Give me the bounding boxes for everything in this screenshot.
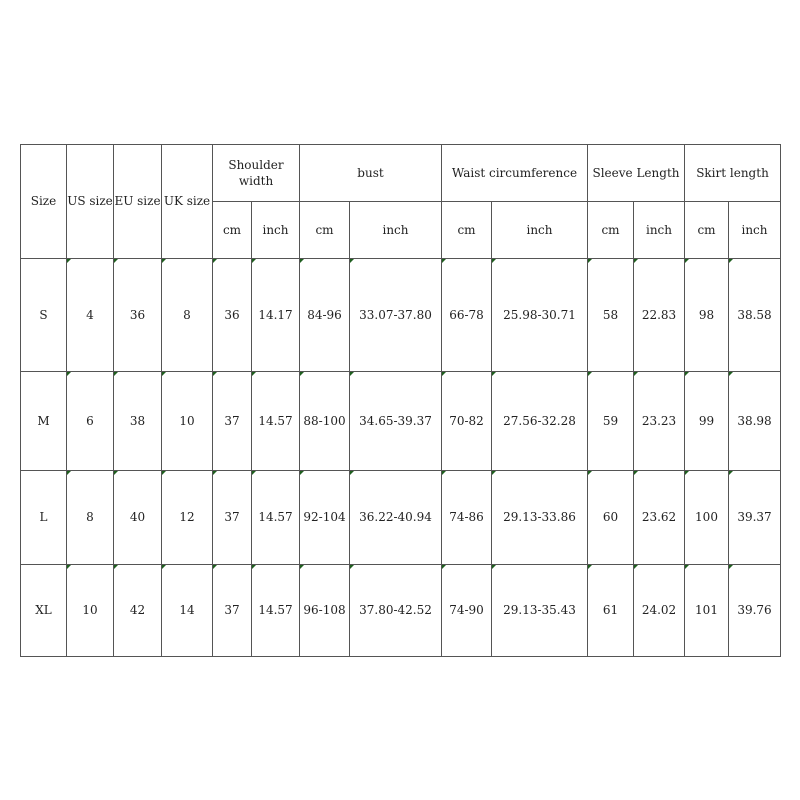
cell-waist-cm: 70-82: [442, 372, 492, 471]
cell-shoulder-cm: 37: [213, 471, 252, 565]
header-uk-size: UK size: [162, 145, 213, 259]
unit-skirt-inch: inch: [729, 202, 781, 259]
cell-waist-cm: 66-78: [442, 259, 492, 372]
cell-us: 8: [67, 471, 114, 565]
table-row: [21, 565, 781, 657]
cell-uk: 14: [162, 565, 213, 657]
cell-waist-inch: 29.13-33.86: [492, 471, 588, 565]
cell-uk: 10: [162, 372, 213, 471]
cell-us: 6: [67, 372, 114, 471]
header-sleeve-length: Sleeve Length: [588, 145, 685, 202]
cell-uk: 8: [162, 259, 213, 372]
cell-eu: 36: [114, 259, 162, 372]
unit-sleeve-inch: inch: [634, 202, 685, 259]
cell-sleeve-cm: 59: [588, 372, 634, 471]
cell-shoulder-cm: 37: [213, 565, 252, 657]
header-shoulder-width: Shoulder width: [213, 145, 300, 202]
cell-eu: 42: [114, 565, 162, 657]
header-skirt-length: Skirt length: [685, 145, 781, 202]
cell-us: 4: [67, 259, 114, 372]
table-row: [21, 372, 781, 471]
cell-skirt-cm: 99: [685, 372, 729, 471]
cell-shoulder-inch: 14.17: [252, 259, 300, 372]
cell-skirt-cm: 98: [685, 259, 729, 372]
cell-size: M: [21, 372, 67, 471]
cell-eu: 40: [114, 471, 162, 565]
cell-bust-cm: 92-104: [300, 471, 350, 565]
unit-shoulder-cm: cm: [213, 202, 252, 259]
cell-uk: 12: [162, 471, 213, 565]
cell-shoulder-cm: 37: [213, 372, 252, 471]
cell-shoulder-cm: 36: [213, 259, 252, 372]
unit-bust-inch: inch: [350, 202, 442, 259]
cell-skirt-inch: 38.58: [729, 259, 781, 372]
unit-shoulder-inch: inch: [252, 202, 300, 259]
cell-skirt-inch: 39.37: [729, 471, 781, 565]
cell-bust-inch: 36.22-40.94: [350, 471, 442, 565]
unit-sleeve-cm: cm: [588, 202, 634, 259]
unit-bust-cm: cm: [300, 202, 350, 259]
cell-waist-inch: 27.56-32.28: [492, 372, 588, 471]
cell-waist-inch: 25.98-30.71: [492, 259, 588, 372]
cell-sleeve-inch: 23.23: [634, 372, 685, 471]
unit-skirt-cm: cm: [685, 202, 729, 259]
cell-size: S: [21, 259, 67, 372]
cell-sleeve-cm: 58: [588, 259, 634, 372]
cell-bust-inch: 34.65-39.37: [350, 372, 442, 471]
cell-shoulder-inch: 14.57: [252, 372, 300, 471]
cell-bust-cm: 96-108: [300, 565, 350, 657]
size-chart-table: [20, 144, 781, 657]
cell-sleeve-cm: 61: [588, 565, 634, 657]
cell-bust-cm: 84-96: [300, 259, 350, 372]
cell-waist-cm: 74-86: [442, 471, 492, 565]
cell-shoulder-inch: 14.57: [252, 565, 300, 657]
cell-size: XL: [21, 565, 67, 657]
cell-eu: 38: [114, 372, 162, 471]
cell-bust-cm: 88-100: [300, 372, 350, 471]
cell-bust-inch: 37.80-42.52: [350, 565, 442, 657]
unit-waist-cm: cm: [442, 202, 492, 259]
header-bust: bust: [300, 145, 442, 202]
cell-sleeve-inch: 24.02: [634, 565, 685, 657]
unit-waist-inch: inch: [492, 202, 588, 259]
cell-sleeve-inch: 23.62: [634, 471, 685, 565]
cell-skirt-cm: 101: [685, 565, 729, 657]
table-row: [21, 259, 781, 372]
cell-bust-inch: 33.07-37.80: [350, 259, 442, 372]
header-eu-size: EU size: [114, 145, 162, 259]
cell-us: 10: [67, 565, 114, 657]
cell-skirt-inch: 38.98: [729, 372, 781, 471]
cell-shoulder-inch: 14.57: [252, 471, 300, 565]
table-row: [21, 471, 781, 565]
header-waist-circumference: Waist circumference: [442, 145, 588, 202]
cell-sleeve-inch: 22.83: [634, 259, 685, 372]
cell-skirt-cm: 100: [685, 471, 729, 565]
cell-size: L: [21, 471, 67, 565]
cell-sleeve-cm: 60: [588, 471, 634, 565]
cell-skirt-inch: 39.76: [729, 565, 781, 657]
cell-waist-inch: 29.13-35.43: [492, 565, 588, 657]
cell-waist-cm: 74-90: [442, 565, 492, 657]
header-us-size: US size: [67, 145, 114, 259]
header-size: Size: [21, 145, 67, 259]
